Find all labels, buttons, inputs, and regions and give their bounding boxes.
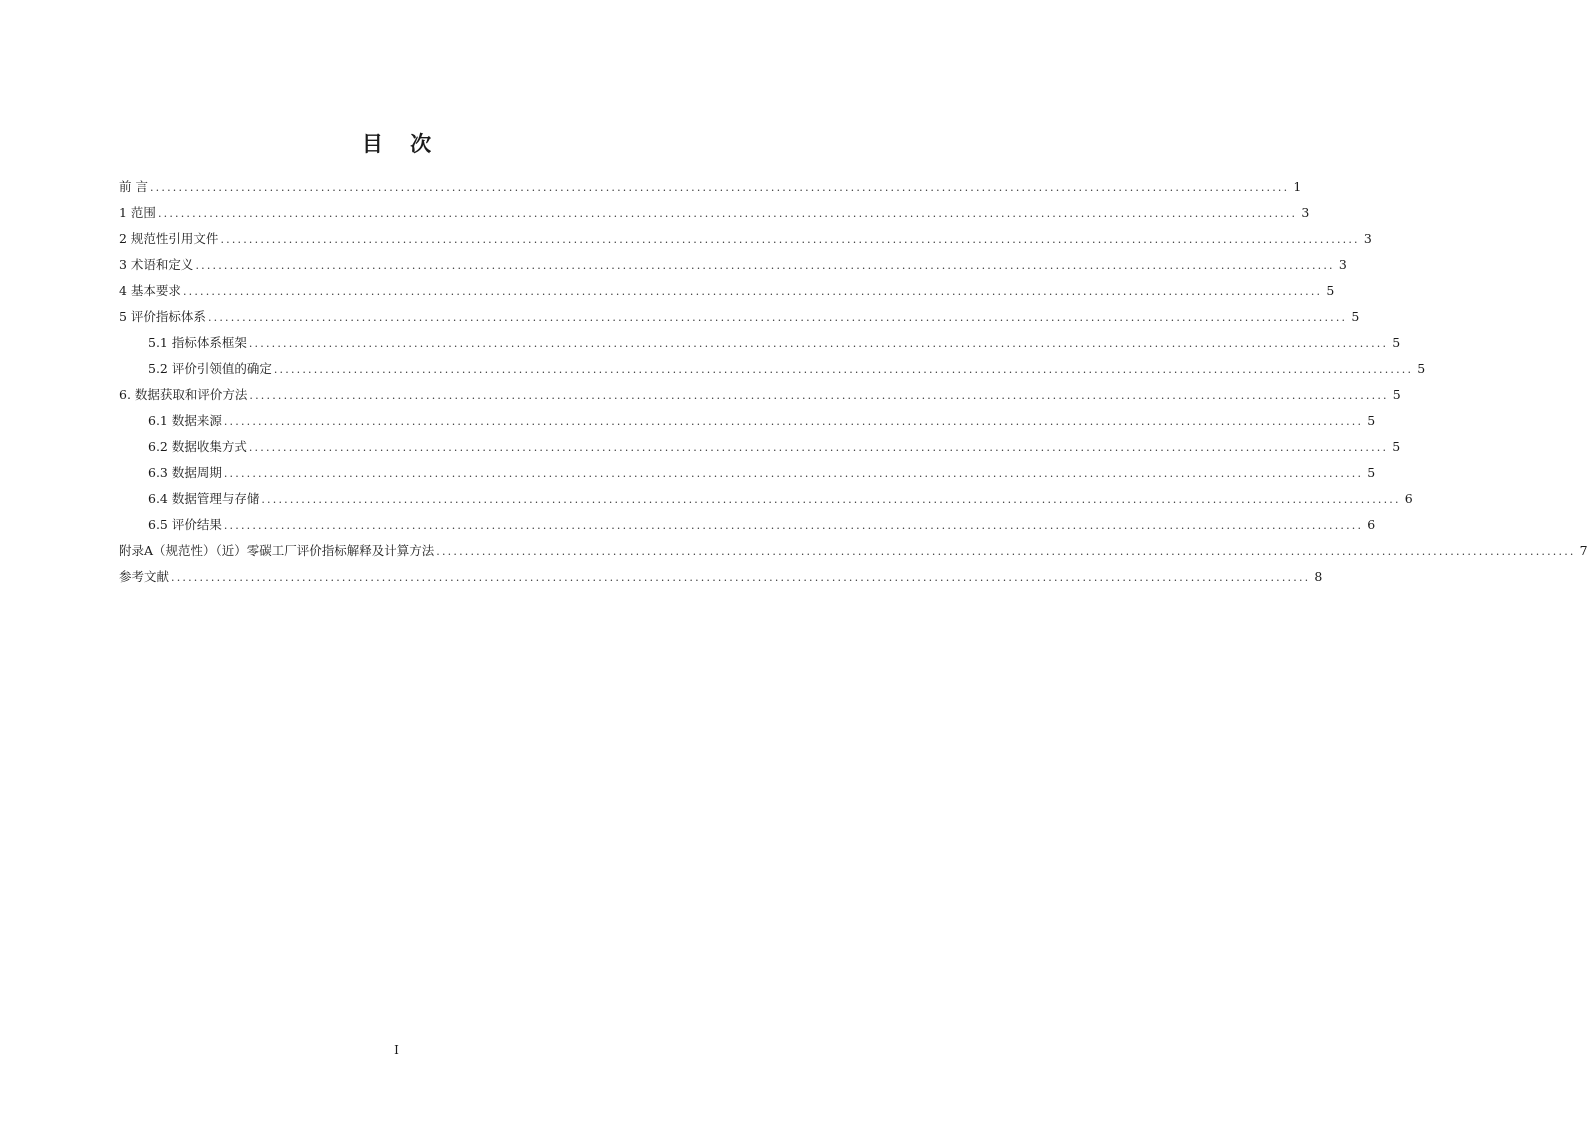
toc-leader-dots: ........................................................................................................................................................................................................ <box>149 181 1290 194</box>
toc-leader-dots: ........................................................................................................................................................................................................ <box>273 363 1414 376</box>
toc-leader-dots: ........................................................................................................................................................................................................ <box>171 571 1311 584</box>
toc-leader-dots: ........................................................................................................................................................................................................ <box>157 207 1298 220</box>
toc-leader-dots: ........................................................................................................................................................................................................ <box>436 545 1576 558</box>
toc-entry[interactable] <box>119 542 1588 568</box>
toc-entry[interactable] <box>119 464 1376 490</box>
toc-entry-page: 7 <box>1579 543 1588 558</box>
toc-leader-dots: ........................................................................................................................................................................................................ <box>220 233 1360 246</box>
toc-entry-page: 5 <box>1392 387 1401 402</box>
toc-entry-page: 5 <box>1392 335 1401 350</box>
toc-entry-page: 5 <box>1367 465 1376 480</box>
toc-entry-label: 5.1 指标体系框架 <box>148 335 247 350</box>
table-of-contents <box>119 178 1588 594</box>
toc-entry[interactable] <box>119 334 1401 360</box>
toc-entry-label: 5.2 评价引领值的确定 <box>148 361 272 376</box>
toc-entry-page: 3 <box>1338 257 1347 272</box>
toc-entry[interactable] <box>119 308 1360 334</box>
toc-entry-label: 4 基本要求 <box>119 283 181 298</box>
toc-entry-label: 6.4 数据管理与存储 <box>148 491 260 506</box>
toc-leader-dots: ........................................................................................................................................................................................................ <box>223 519 1364 532</box>
toc-entry-page: 5 <box>1367 413 1376 428</box>
toc-leader-dots: ........................................................................................................................................................................................................ <box>223 467 1364 480</box>
toc-entry-label: 6.3 数据周期 <box>148 465 222 480</box>
toc-leader-dots: ........................................................................................................................................................................................................ <box>248 441 1389 454</box>
toc-entry-label: 5 评价指标体系 <box>119 309 206 324</box>
toc-entry-label: 6.5 评价结果 <box>148 517 222 532</box>
toc-entry-page: 1 <box>1293 179 1302 194</box>
toc-entry-page: 5 <box>1392 439 1401 454</box>
toc-entry[interactable] <box>119 516 1376 542</box>
toc-entry-page: 5 <box>1351 309 1360 324</box>
toc-entry[interactable] <box>119 490 1413 516</box>
toc-entry-page: 6 <box>1404 491 1413 506</box>
toc-entry-label: 6.1 数据来源 <box>148 413 222 428</box>
toc-entry-label: 3 术语和定义 <box>119 257 194 272</box>
toc-leader-dots: ........................................................................................................................................................................................................ <box>182 285 1323 298</box>
toc-entry-label: 6.2 数据收集方式 <box>148 439 247 454</box>
toc-entry[interactable] <box>119 360 1426 386</box>
toc-entry-page: 3 <box>1363 231 1372 246</box>
toc-entry[interactable] <box>119 568 1323 594</box>
toc-entry[interactable] <box>119 178 1302 204</box>
toc-entry[interactable] <box>119 282 1335 308</box>
toc-entry-label: 1 范围 <box>119 205 156 220</box>
page-title: 目 次 <box>361 132 442 156</box>
toc-entry-label: 附录A（规范性）（近）零碳工厂评价指标解释及计算方法 <box>119 543 435 558</box>
toc-entry[interactable] <box>119 256 1347 282</box>
toc-entry-page: 8 <box>1314 569 1323 584</box>
toc-leader-dots: ........................................................................................................................................................................................................ <box>195 259 1335 272</box>
toc-leader-dots: ........................................................................................................................................................................................................ <box>207 311 1348 324</box>
toc-leader-dots: ........................................................................................................................................................................................................ <box>249 389 1389 402</box>
toc-entry-page: 5 <box>1417 361 1426 376</box>
toc-entry-label: 参考文献 <box>119 569 170 584</box>
toc-entry[interactable] <box>119 412 1376 438</box>
toc-entry-page: 3 <box>1301 205 1310 220</box>
toc-entry[interactable] <box>119 230 1372 256</box>
toc-entry-page: 5 <box>1326 283 1335 298</box>
toc-leader-dots: ........................................................................................................................................................................................................ <box>223 415 1364 428</box>
toc-entry-label: 前 言 <box>119 179 148 194</box>
toc-entry-label: 2 规范性引用文件 <box>119 231 219 246</box>
toc-leader-dots: ........................................................................................................................................................................................................ <box>261 493 1401 506</box>
toc-entry-label: 6. 数据获取和评价方法 <box>119 387 248 402</box>
toc-entry-page: 6 <box>1367 517 1376 532</box>
toc-leader-dots: ........................................................................................................................................................................................................ <box>248 337 1389 350</box>
toc-entry[interactable] <box>119 386 1401 412</box>
toc-entry[interactable] <box>119 438 1401 464</box>
toc-entry[interactable] <box>119 204 1310 230</box>
page-number: I <box>394 1043 399 1057</box>
